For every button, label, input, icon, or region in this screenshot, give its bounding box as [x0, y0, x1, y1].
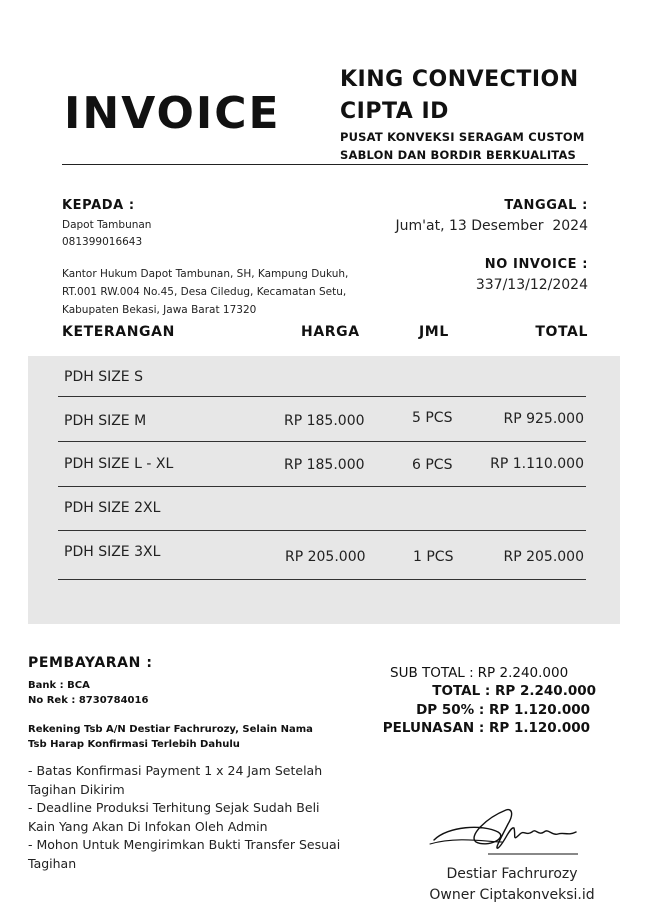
account-number: No Rek : 8730784016: [28, 695, 149, 706]
invoice-number-value: 337/13/12/2024: [475, 277, 588, 293]
header-divider: [62, 164, 588, 165]
account-note: [28, 722, 313, 752]
note-line: - Batas Konfirmasi Payment 1 x 24 Jam Setelah: [28, 763, 323, 778]
pelunasan-value: RP 1.120.000: [489, 720, 590, 736]
subtotal-label: SUB TOTAL :: [390, 665, 474, 681]
recipient-phone: 081399016643: [62, 236, 143, 248]
date-value: Jum'at, 13 Desember 2024: [395, 218, 588, 234]
signer-name: Destiar Fachrurozy: [446, 866, 578, 882]
company-name-line2: CIPTA ID: [340, 99, 449, 124]
row-description: PDH SIZE 3XL: [64, 544, 161, 560]
date-label: TANGGAL :: [504, 198, 588, 213]
column-header-total: TOTAL: [535, 324, 588, 340]
column-header-price: HARGA: [301, 324, 360, 340]
total-value: RP 2.240.000: [495, 683, 596, 699]
invoice-number-label: NO INVOICE :: [484, 257, 588, 272]
bank-name: Bank : BCA: [28, 680, 90, 691]
summary: [390, 664, 600, 683]
note-line: Tagihan Dikirim: [28, 781, 125, 797]
note-line: Tagihan: [28, 855, 77, 871]
signer-role: Owner Ciptakonveksi.id: [429, 887, 595, 903]
payment-notes: [28, 762, 388, 873]
company-name: [340, 64, 579, 128]
company-name-line1: KING CONVECTION: [340, 67, 579, 92]
signature-image: [428, 796, 588, 860]
row-quantity: 1 PCS: [413, 549, 454, 565]
row-description: PDH SIZE M: [64, 413, 147, 429]
subtotal-value: RP 2.240.000: [477, 665, 569, 681]
pelunasan-row: [383, 719, 590, 738]
tagline-line2: SABLON DAN BORDIR BERKUALITAS: [340, 148, 577, 162]
table-row: [58, 397, 586, 442]
address-line2: RT.001 RW.004 No.45, Desa Ciledug, Kecamatan Setu,: [62, 286, 347, 298]
column-header-quantity: JML: [419, 324, 449, 340]
note-line: - Mohon Untuk Mengirimkan Bukti Transfer Sesuai: [28, 837, 341, 852]
payment-title: PEMBAYARAN :: [28, 655, 153, 671]
table-row: [58, 531, 586, 580]
row-quantity: 5 PCS: [412, 410, 453, 426]
recipient-name: Dapot Tambunan: [62, 219, 152, 231]
note-line: Kain Yang Akan Di Infokan Oleh Admin: [28, 818, 268, 834]
row-quantity: 6 PCS: [412, 457, 453, 473]
row-price: RP 185.000: [284, 457, 365, 473]
account-note-line1: Rekening Tsb A/N Destiar Fachrurozy, Selain Nama: [28, 724, 313, 735]
table-row: [58, 356, 586, 397]
row-description: PDH SIZE 2XL: [64, 500, 161, 516]
row-total: RP 925.000: [503, 411, 584, 427]
dp-label: DP 50% :: [416, 702, 485, 718]
recipient-address: [62, 265, 348, 319]
total-label: TOTAL :: [432, 683, 491, 699]
tagline-line1: PUSAT KONVEKSI SERAGAM CUSTOM: [340, 130, 585, 144]
table-row: [58, 487, 586, 531]
row-price: RP 185.000: [284, 413, 365, 429]
recipient-label: KEPADA :: [62, 198, 135, 213]
row-price: RP 205.000: [285, 549, 366, 565]
column-header-description: KETERANGAN: [62, 324, 175, 340]
row-description: PDH SIZE S: [64, 369, 143, 385]
row-total: RP 1.110.000: [490, 456, 584, 472]
account-note-line2: Tsb Harap Konfirmasi Terlebih Dahulu: [28, 739, 240, 750]
address-line1: Kantor Hukum Dapot Tambunan, SH, Kampung Dukuh,: [62, 268, 349, 280]
table-row: [58, 442, 586, 487]
address-line3: Kabupaten Bekasi, Jawa Barat 17320: [62, 304, 257, 316]
pelunasan-label: PELUNASAN :: [382, 720, 485, 736]
subtotal-row: [390, 664, 600, 683]
note-line: - Deadline Produksi Terhitung Sejak Sudah Beli: [28, 800, 320, 815]
signature-block: [412, 864, 612, 906]
dp-row: [416, 701, 590, 720]
invoice-title: INVOICE: [64, 88, 281, 139]
row-total: RP 205.000: [503, 549, 584, 565]
company-tagline: [340, 128, 585, 164]
row-description: PDH SIZE L - XL: [64, 456, 174, 472]
dp-value: RP 1.120.000: [489, 702, 590, 718]
total-row: [432, 682, 596, 701]
